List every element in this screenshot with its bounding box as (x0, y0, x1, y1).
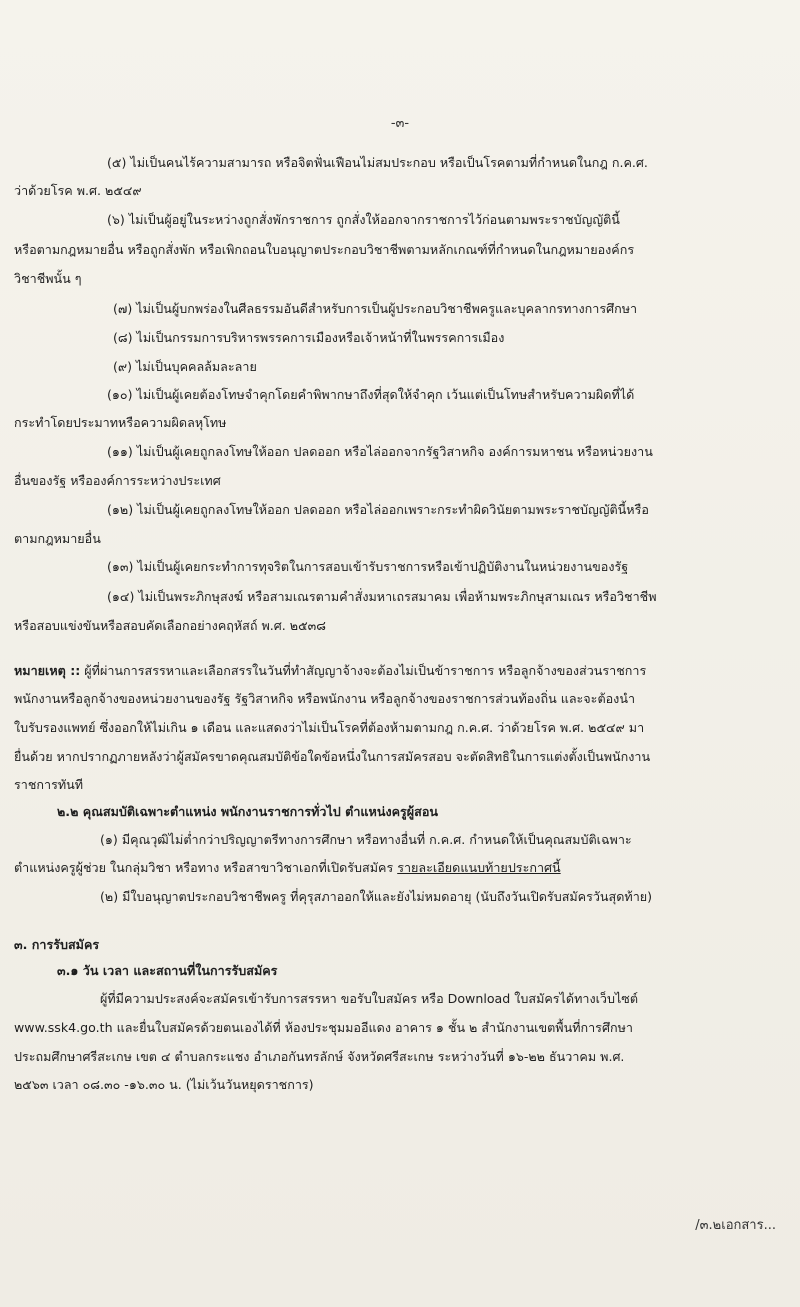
item-12-line-1: (๑๒) ไม่เป็นผู้เคยถูกลงโทษให้ออก ปลดออก หรือไล่ออกเพราะกระทำผิดวินัยตามพระราชบัญญัตินี้หรือ (107, 502, 649, 517)
section-3-1-para-line-2: www.ssk4.go.th และยื่นใบสมัครด้วยตนเองได้ที่ ห้องประชุมมออีแดง อาคาร ๑ ชั้น ๒ สำนักงานเขตพื้นที่การศึกษา (14, 1020, 633, 1035)
section-3-1-para-line-4: ๒๕๖๓ เวลา ๐๘.๓๐ -๑๖.๓๐ น. (ไม่เว้นวันหยุดราชการ) (14, 1077, 314, 1092)
section-3-1-heading: ๓.๑ วัน เวลา และสถานที่ในการรับสมัคร (57, 963, 278, 978)
item-9: (๙) ไม่เป็นบุคคลล้มละลาย (113, 359, 257, 374)
note-line-3: ใบรับรองแพทย์ ซึ่งออกให้ไม่เกิน ๑ เดือน และแสดงว่าไม่เป็นโรคที่ต้องห้ามตามกฎ ก.ค.ศ. ว่าด้วยโรค พ.ศ. ๒๕๔๙ มา (14, 720, 645, 735)
item-5-line-2: ว่าด้วยโรค พ.ศ. ๒๕๔๙ (14, 183, 142, 198)
item-6-line-2: หรือตามกฎหมายอื่น หรือถูกสั่งพัก หรือเพิกถอนใบอนุญาตประกอบวิชาชีพตามหลักเกณฑ์ที่กำหนดในกฎหมายองค์กร (14, 242, 635, 257)
note-line-5: ราชการทันที (14, 777, 84, 792)
item-14-line-2: หรือสอบแข่งขันหรือสอบคัดเลือกอย่างคฤหัสถ์ พ.ศ. ๒๕๓๘ (14, 618, 326, 633)
item-8: (๘) ไม่เป็นกรรมการบริหารพรรคการเมืองหรือเจ้าหน้าที่ในพรรคการเมือง (113, 330, 505, 345)
item-13: (๑๓) ไม่เป็นผู้เคยกระทำการทุจริตในการสอบเข้ารับราชการหรือเข้าปฏิบัติงานในหน่วยงานของรัฐ (107, 559, 629, 574)
item-14-line-1: (๑๔) ไม่เป็นพระภิกษุสงฆ์ หรือสามเณรตามคำสั่งมหาเถรสมาคม เพื่อห้ามพระภิกษุสามเณร หรือวิชาชีพ (107, 589, 657, 604)
item-6-line-3: วิชาชีพนั้น ๆ (14, 271, 82, 286)
page-number: -๓- (390, 116, 410, 131)
item-12-line-2: ตามกฎหมายอื่น (14, 531, 101, 546)
section-3-1-para-line-3: ประถมศึกษาศรีสะเกษ เขต ๔ ตำบลกระแชง อำเภอกันทรลักษ์ จังหวัดศรีสะเกษ ระหว่างวันที่ ๑๖-๒๒ ธันวาคม พ.ศ. (14, 1049, 625, 1064)
section-2-2-item-1-line-1: (๑) มีคุณวุฒิไม่ต่ำกว่าปริญญาตรีทางการศึกษา หรือทางอื่นที่ ก.ค.ศ. กำหนดให้เป็นคุณสมบัติเฉพาะ (100, 832, 632, 847)
section-3-heading: ๓. การรับสมัคร (14, 937, 100, 952)
attachment-details-link: รายละเอียดแนบท้ายประกาศนี้ (397, 860, 561, 875)
section-3-1-para-line-1: ผู้ที่มีความประสงค์จะสมัครเข้ารับการสรรหา ขอรับใบสมัคร หรือ Download ใบสมัครได้ทางเว็บไซต์ (100, 991, 639, 1006)
item-6-line-1: (๖) ไม่เป็นผู้อยู่ในระหว่างถูกสั่งพักราชการ ถูกสั่งให้ออกจากราชการไว้ก่อนตามพระราชบัญญัตินี้ (107, 212, 620, 227)
section-2-2-item-1-line-2 (14, 860, 561, 876)
note-line-4: ยื่นด้วย หากปรากฏภายหลังว่าผู้สมัครขาดคุณสมบัติข้อใดข้อหนึ่งในการสมัครสอบ จะตัดสิทธิในการแต่งตั้งเป็นพนักงาน (14, 749, 651, 764)
note-label: หมายเหตุ :: (14, 663, 81, 678)
section-2-2-heading: ๒.๒ คุณสมบัติเฉพาะตำแหน่ง พนักงานราชการทั่วไป ตำแหน่งครูผู้สอน (57, 804, 439, 819)
item-10-line-2: กระทำโดยประมาทหรือความผิดลหุโทษ (14, 415, 227, 430)
item-10-line-1: (๑๐) ไม่เป็นผู้เคยต้องโทษจำคุกโดยคำพิพากษาถึงที่สุดให้จำคุก เว้นแต่เป็นโทษสำหรับความผิดที่ได้ (107, 387, 635, 402)
item-5-line-1: (๕) ไม่เป็นคนไร้ความสามารถ หรือจิตฟั่นเฟือนไม่สมประกอบ หรือเป็นโรคตามที่กำหนดในกฎ ก.ค.ศ. (107, 155, 648, 170)
section-2-2-item-1-text: ตำแหน่งครูผู้ช่วย ในกลุ่มวิชา หรือทาง หรือสาขาวิชาเอกที่เปิดรับสมัคร (14, 860, 398, 875)
note-line-2: พนักงานหรือลูกจ้างของหน่วยงานของรัฐ รัฐวิสาหกิจ หรือพนักงาน หรือลูกจ้างของราชการส่วนท้องถิ่น และจะต้องนำ (14, 691, 636, 706)
item-11-line-2: อื่นของรัฐ หรือองค์การระหว่างประเทศ (14, 473, 221, 488)
continuation-reference: /๓.๒เอกสาร... (695, 1218, 776, 1233)
item-7: (๗) ไม่เป็นผู้บกพร่องในศีลธรรมอันดีสำหรับการเป็นผู้ประกอบวิชาชีพครูและบุคลากรทางการศึกษา (113, 301, 638, 316)
note-text-1: ผู้ที่ผ่านการสรรหาและเลือกสรรในวันที่ทำสัญญาจ้างจะต้องไม่เป็นข้าราชการ หรือลูกจ้างของส่วนราชการ (80, 663, 647, 678)
section-2-2-item-2: (๒) มีใบอนุญาตประกอบวิชาชีพครู ที่คุรุสภาออกให้และยังไม่หมดอายุ (นับถึงวันเปิดรับสมัครวันสุดท้าย) (100, 889, 653, 904)
item-11-line-1: (๑๑) ไม่เป็นผู้เคยถูกลงโทษให้ออก ปลดออก หรือไล่ออกจากรัฐวิสาหกิจ องค์การมหาชน หรือหน่วยงาน (107, 444, 653, 459)
note-line-1 (14, 663, 646, 679)
